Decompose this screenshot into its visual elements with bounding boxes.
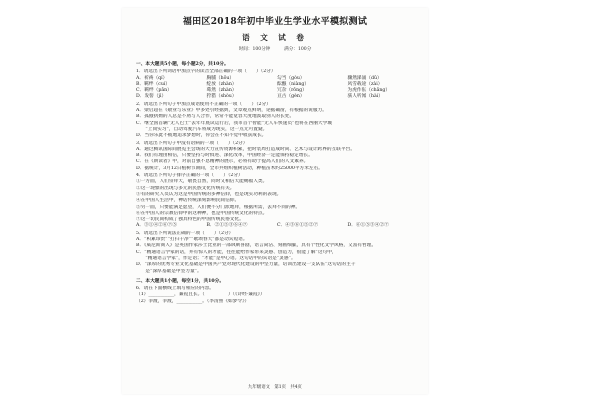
question-4-line: ⑦这一切民间构成了独具特色的中国传统民俗文化。 <box>136 217 244 223</box>
question-4-line: ⑤另一面，只要能满足愿望，人们便不分门派地拜，根据所需，去拜不同的神。 <box>136 204 301 210</box>
question-6-line: （2）争渡，争渡，___________。（李清照《如梦令》） <box>136 298 250 304</box>
option-cell: 冗杂（rǒng） <box>277 88 307 94</box>
question-4-stem: 4．请选出下列句子排序正确的一项（ ）（2分） <box>136 173 243 179</box>
question-5 <box>136 231 418 275</box>
option-cell: 酝酿（niàng） <box>277 81 310 87</box>
question-4-line: ①一方面，人们崇拜天，敬畏自然，同时又相信天能赐福人类。 <box>136 179 268 185</box>
question-3-line: C．在《朗读者》中，对前自强不息精神的展示，必将有助于提高人们的人文素养。 <box>136 159 309 165</box>
question-2-line: C．继全国首辆“无人巴士”去年年底试运行后，我市首个智能“无人车快递员”也将在西丽大学城 <box>136 120 332 126</box>
question-1-option-d <box>136 94 418 100</box>
question-4-line: ⑥在中国人的宗教信仰中的这种神，也是中国传统文化的特点。 <box>136 210 268 216</box>
question-4 <box>136 173 418 230</box>
option-cell: 亘古（gèn） <box>277 94 305 100</box>
question-5-line: B．《威尼斯商人》是英国作家莎士比亚的一部讽刺喜剧，语言简洁、刻画细腻，具有个性化文学风格，又富有哲理。 <box>136 243 377 249</box>
option-cell: 骇人听闻（hài） <box>347 94 383 100</box>
option-cell: A．③①④②⑥⑦⑤ <box>136 223 177 229</box>
question-2-line: A．梁启超在《敬业与乐业》中多处引经据典，文章观点鲜明，论据确凿，有根据的说服力。 <box>136 108 327 114</box>
question-4-line: ②这一现象的出现与多元的民族文化传统有关。 <box>136 185 235 191</box>
question-3 <box>136 141 418 172</box>
option-cell: 胸脯（hōu） <box>206 75 235 81</box>
question-1-stem: 1．请选出下列词语中加点字的读音全部正确的一项（ ）（2分） <box>136 69 276 75</box>
option-cell: 骤然涕涌（dǔ） <box>347 75 382 81</box>
option-cell: D．⑥①⑤③④②⑦ <box>347 223 389 229</box>
option-cell: 勾当（gòu） <box>277 75 305 81</box>
question-6-stem: 6．请在下面横线上填写相应的内容。 <box>136 286 214 292</box>
question-4-line: ④在中国人生活中，神话传统深刻影响民间信仰。 <box>136 198 240 204</box>
question-3-line: A．通过腾讯国际间展览主会场的大力宣传资源积累，把时装周打造成时尚、艺术与设计跨界的互联平台。 <box>136 146 356 152</box>
question-5-line: 是“深厚基础是中坚力量”。 <box>136 268 202 274</box>
option-cell: 绽放（zhàn） <box>206 81 237 87</box>
question-1 <box>136 69 418 100</box>
question-6 <box>136 286 418 305</box>
exam-paper <box>122 8 428 394</box>
question-2 <box>136 102 418 140</box>
question-5-line: C．“精通语言学家的话，并有惊人的才能，往往能给作家带来灵感、创造力，很能了解”这句中， <box>136 249 337 255</box>
exam-content <box>122 52 428 305</box>
question-2-line: “上岗实习”，自动驾驶汽车将成为现实，这一点无可置疑。 <box>136 126 268 132</box>
option-cell: C．羁绊（pān） <box>136 88 172 94</box>
exam-meta: 时间：100分钟 满分：100分 <box>238 47 312 52</box>
question-4-line: ③有的研究人员认为这是中国传统的多神信仰，也是现实功利的表现。 <box>136 191 282 197</box>
option-cell: C．④③⑥①⑤②⑦ <box>277 223 319 229</box>
question-2-line: D．当你乐此不疲地追求梦想时，你会在不知不觉中收获成长。 <box>136 133 267 139</box>
option-cell: A．祈祷（qí） <box>136 75 168 81</box>
exam-subtitle: 语 文 试 卷 <box>242 33 308 42</box>
option-cell: 为虎作伥（chāng） <box>347 88 391 94</box>
question-2-stem: 2．请选出下列句子中加点成语使用不正确的一项（ ）（2分） <box>136 101 271 107</box>
question-5-line: “精通语言学家”，作定语；“才能”是中心语。这句话中的宾语是“灵感”。 <box>136 255 296 261</box>
option-cell: B．②①⑤③⑥④⑦ <box>206 223 248 229</box>
question-6-line: （1）___________，蒹葭且长。（ ）（《诗经·蒹葭》） <box>136 292 265 298</box>
option-cell: 风雪载途（zài） <box>347 81 383 87</box>
question-5-line: D．“深厚的优秀专业文化基础是中国共产党对现代化建设的中坚力量，培训出建设一支队伍”这句话的主干 <box>136 262 356 268</box>
question-3-line: B．我们有理由相信，只要坚持与时俱进、深化改革，中国经济一定能保持稳定增长。 <box>136 153 313 159</box>
question-5-stem: 5．请选出下列说法正确的一项（ ）（2分） <box>136 230 234 236</box>
question-5-line: A．“积累珍贵”“打扫干净”“歌颂春天”都是动宾短语。 <box>136 237 248 243</box>
page-footer: 九年级语文 第1页 共4页 <box>248 385 302 390</box>
option-cell: 蓦然（zhàn） <box>206 88 237 94</box>
question-3-stem: 3．请选出下列句子中没有语病的一项（ ）（2分） <box>136 140 248 146</box>
section-1-title: 一、本大题共5小题，每小题2分，共10分。 <box>136 62 229 67</box>
option-cell: 狩猎（shòu） <box>206 94 237 100</box>
exam-title: 福田区2018年初中毕业生学业水平模拟测试 <box>182 17 368 27</box>
option-cell: B．羁绊（cuí） <box>136 81 171 87</box>
question-2-line: B．孤傲执拗的人总是不屑与人合作，常常不能宽容大度地汲取别人的长处。 <box>136 114 295 120</box>
option-cell: D．发髻（jì） <box>136 94 167 100</box>
question-4-options <box>136 223 418 229</box>
question-3-line: D．据统计，3月12日植树节期间，全市共组织植树活动，种植苗木约25000平方米左右。 <box>136 165 323 171</box>
section-2-title: 二、本大题共1小题，每空1分，共10分。 <box>136 278 225 284</box>
